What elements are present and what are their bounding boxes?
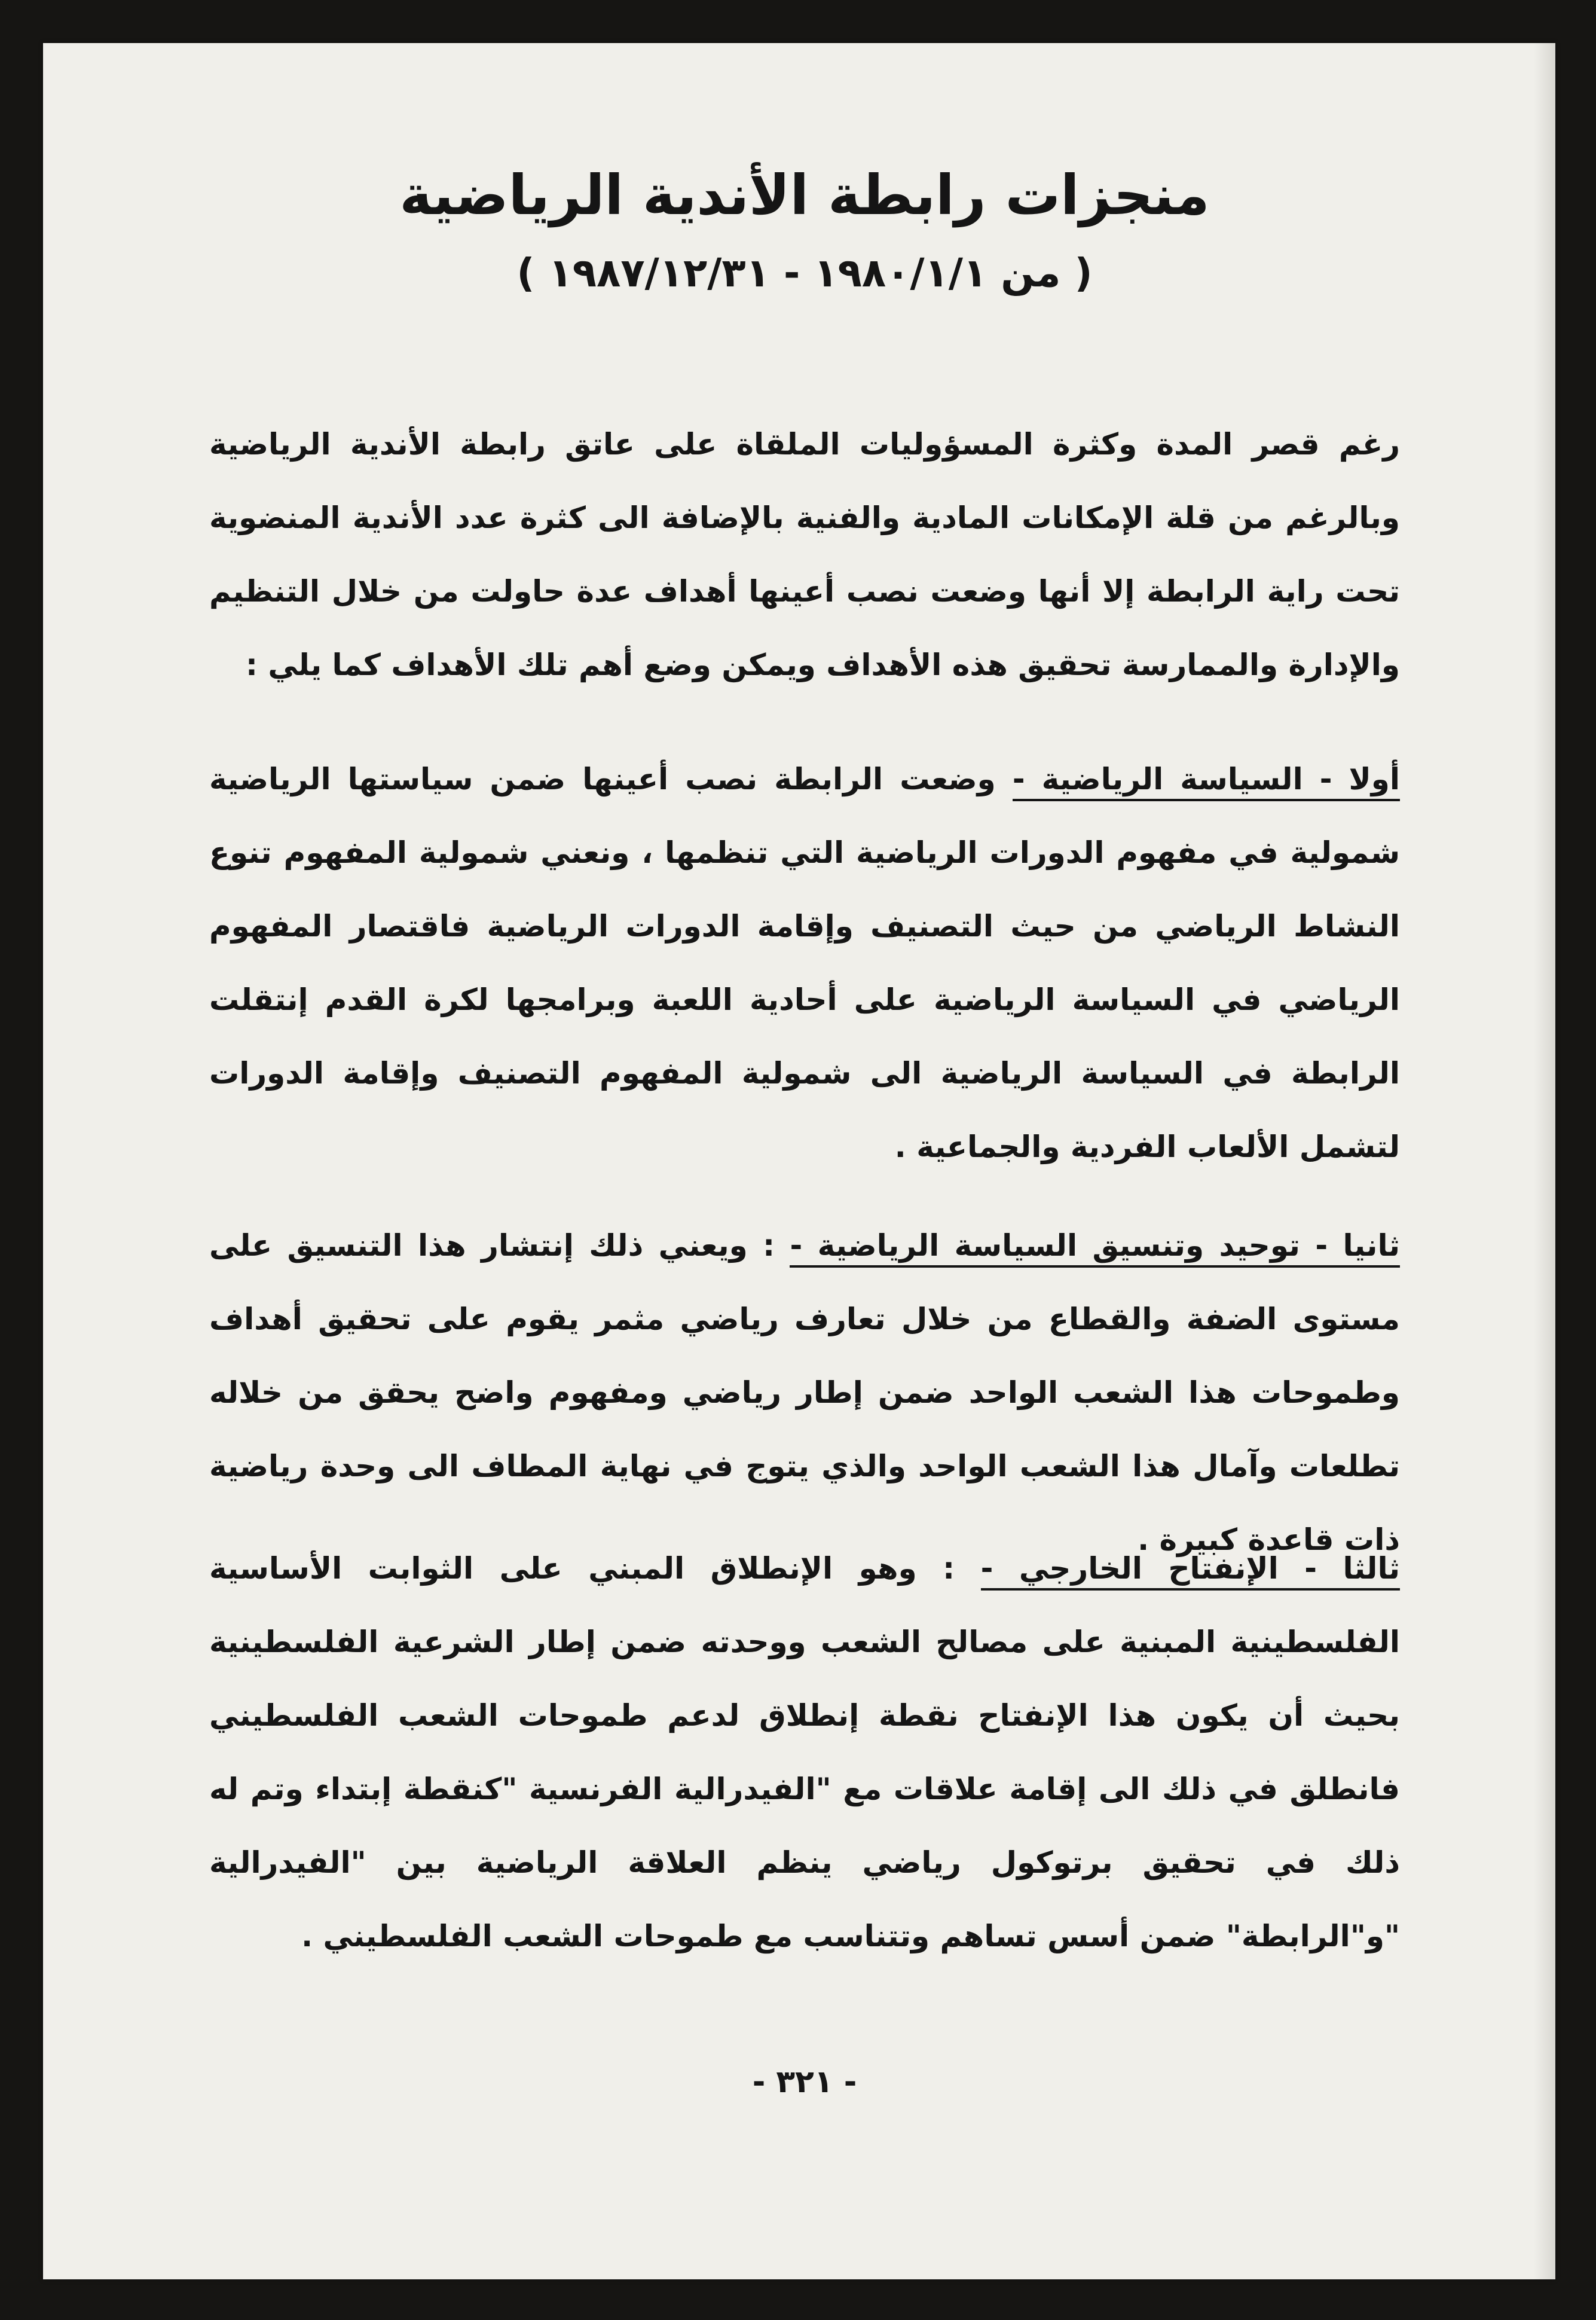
intro-paragraph: رغم قصر المدة وكثرة المسؤوليات الملقاة على عاتق رابطة الأندية الرياضية وبالرغم من قلة الإمكانات المادية والفنية بالإضافة الى كثرة عدد الأندية المنضوية تحت راية الرابطة إلا أنها وضعت نصب أعينها أهداف عدة حاولت من خلال التنظيم والإدارة والممارسة تحقيق هذه الأهداف ويمكن وضع أهم تلك الأهداف كما يلي : — [209, 427, 1400, 682]
document-page — [43, 43, 1555, 2279]
section-heading-external-openness: ثالثا - الإنفتاح الخارجي - — [981, 1551, 1400, 1591]
page-number: - ٣٢١ - — [752, 2064, 857, 2100]
section-sports-policy — [209, 743, 1400, 1184]
section-heading-unification: ثانيا - توحيد وتنسيق السياسة الرياضية - — [790, 1228, 1400, 1268]
page-edge-shadow — [1534, 43, 1555, 2279]
section-external-openness — [209, 1532, 1400, 1973]
document-date-range: ( من ١٩٨٠/١/١ - ١٩٨٧/١٢/٣١ ) — [516, 250, 1093, 296]
section-body-external-openness: : وهو الإنطلاق المبني على الثوابت الأساسية الفلسطينية المبنية على مصالح الشعب ووحدته ضمن إطار الشرعية الفلسطينية بحيث أن يكون هذا الإنفتاح نقطة إنطلاق لدعم طموحات الشعب الفلسطيني فانطلق في ذلك الى إقامة علاقات مع "الفيدرالية الفرنسية "كنقطة إبتداء وتم له ذلك في تحقيق برتوكول رياضي ينظم العلاقة الرياضية بين "الفيدرالية "و"الرابطة" ضمن أسس تساهم وتتناسب مع طموحات الشعب الفلسطيني . — [209, 1551, 1400, 1953]
section-unification — [209, 1209, 1400, 1577]
section-body-unification: : ويعني ذلك إنتشار هذا التنسيق على مستوى الضفة والقطاع من خلال تعارف رياضي مثمر يقوم على تحقيق أهداف وطموحات هذا الشعب الواحد ضمن إطار رياضي ومفهوم واضح يحقق من خلاله تطلعات وآمال هذا الشعب الواحد والذي يتوج في نهاية المطاف الى وحدة رياضية ذات قاعدة كبيرة . — [209, 1228, 1400, 1557]
section-body-sports-policy: وضعت الرابطة نصب أعينها ضمن سياستها الرياضية شمولية في مفهوم الدورات الرياضية التي تنظمها ، ونعني شمولية المفهوم تنوع النشاط الرياضي من حيث التصنيف وإقامة الدورات الرياضية فاقتصار المفهوم الرياضي في السياسة الرياضية على أحادية اللعبة وبرامجها لكرة القدم إنتقلت الرابطة في السياسة الرياضية الى شمولية المفهوم التصنيف وإقامة الدورات لتشمل الألعاب الفردية والجماعية . — [209, 762, 1400, 1164]
section-heading-sports-policy: أولا - السياسة الرياضية - — [1013, 762, 1400, 801]
document-title: منجزات رابطة الأندية الرياضية — [399, 163, 1210, 227]
